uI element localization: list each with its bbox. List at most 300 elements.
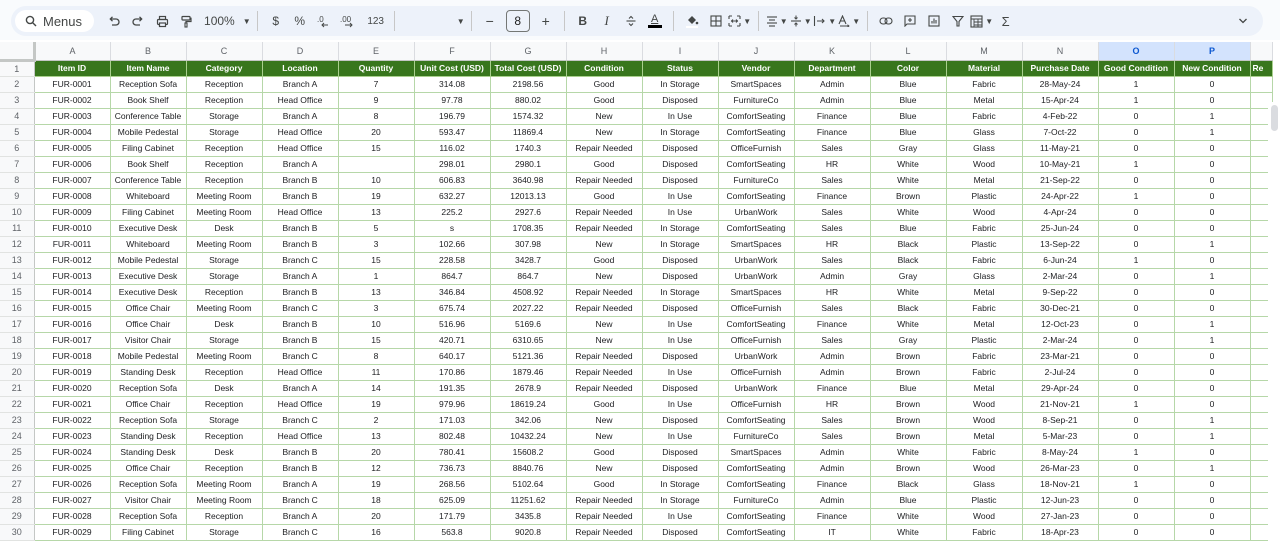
cell[interactable]: Admin bbox=[794, 348, 870, 364]
cell[interactable]: Filing Cabinet bbox=[110, 524, 186, 540]
cell[interactable]: New bbox=[566, 428, 642, 444]
cell[interactable]: 13 bbox=[338, 428, 414, 444]
cell[interactable]: 1 bbox=[1174, 108, 1250, 124]
cell[interactable]: HR bbox=[794, 236, 870, 252]
cell[interactable]: 2927.6 bbox=[490, 204, 566, 220]
cell[interactable]: Blue bbox=[870, 220, 946, 236]
header-cell[interactable]: Vendor bbox=[718, 60, 794, 76]
column-header-k[interactable]: K bbox=[794, 42, 870, 60]
cell[interactable]: 1 bbox=[1174, 236, 1250, 252]
cell[interactable]: Meeting Room bbox=[186, 188, 262, 204]
cell[interactable]: 1 bbox=[1174, 460, 1250, 476]
cell[interactable]: FUR-0029 bbox=[34, 524, 110, 540]
cell[interactable]: 16 bbox=[338, 524, 414, 540]
cell[interactable]: 1 bbox=[1098, 444, 1174, 460]
cell[interactable]: Repair Needed bbox=[566, 140, 642, 156]
cell[interactable]: Repair Needed bbox=[566, 220, 642, 236]
cell[interactable]: 1 bbox=[1098, 76, 1174, 92]
row-number[interactable]: 7 bbox=[0, 156, 34, 172]
cell[interactable]: Disposed bbox=[642, 348, 718, 364]
row-number[interactable]: 6 bbox=[0, 140, 34, 156]
cell[interactable]: 171.03 bbox=[414, 412, 490, 428]
paint-format-button[interactable] bbox=[174, 9, 198, 33]
cell[interactable]: Sales bbox=[794, 172, 870, 188]
cell[interactable]: Reception bbox=[186, 460, 262, 476]
cell[interactable]: New bbox=[566, 236, 642, 252]
cell[interactable]: 18-Apr-23 bbox=[1022, 524, 1098, 540]
cell[interactable]: Desk bbox=[186, 444, 262, 460]
cell[interactable]: Wood bbox=[946, 508, 1022, 524]
cell[interactable]: 6-Jun-24 bbox=[1022, 252, 1098, 268]
header-cell[interactable]: Status bbox=[642, 60, 718, 76]
cell[interactable]: 196.79 bbox=[414, 108, 490, 124]
header-cell[interactable]: Quantity bbox=[338, 60, 414, 76]
cell[interactable]: Storage bbox=[186, 332, 262, 348]
cell[interactable]: Gray bbox=[870, 140, 946, 156]
cell[interactable]: 0 bbox=[1174, 300, 1250, 316]
cell[interactable]: Storage bbox=[186, 412, 262, 428]
cell[interactable]: 0 bbox=[1098, 108, 1174, 124]
cell[interactable]: UrbanWork bbox=[718, 380, 794, 396]
cell[interactable]: Brown bbox=[870, 412, 946, 428]
cell[interactable]: Branch C bbox=[262, 348, 338, 364]
cell[interactable]: Admin bbox=[794, 268, 870, 284]
cell[interactable]: Head Office bbox=[262, 364, 338, 380]
cell[interactable]: 8840.76 bbox=[490, 460, 566, 476]
row-number[interactable]: 8 bbox=[0, 172, 34, 188]
cell[interactable]: 0 bbox=[1098, 348, 1174, 364]
text-wrapping-button[interactable] bbox=[813, 9, 837, 33]
cell[interactable]: Wood bbox=[946, 460, 1022, 476]
cell[interactable]: Standing Desk bbox=[110, 428, 186, 444]
cell[interactable]: 0 bbox=[1174, 220, 1250, 236]
cell[interactable]: FUR-0013 bbox=[34, 268, 110, 284]
cell[interactable]: Metal bbox=[946, 284, 1022, 300]
cell[interactable]: Storage bbox=[186, 124, 262, 140]
cell[interactable]: Repair Needed bbox=[566, 300, 642, 316]
cell[interactable]: Disposed bbox=[642, 460, 718, 476]
cell[interactable]: Good bbox=[566, 156, 642, 172]
cell[interactable]: FUR-0026 bbox=[34, 476, 110, 492]
cell[interactable]: 5169.6 bbox=[490, 316, 566, 332]
cell[interactable]: Black bbox=[870, 252, 946, 268]
cell[interactable]: ComfortSeating bbox=[718, 476, 794, 492]
header-cell[interactable]: New Condition bbox=[1174, 60, 1250, 76]
header-cell[interactable]: Location bbox=[262, 60, 338, 76]
cell[interactable]: FUR-0022 bbox=[34, 412, 110, 428]
cell[interactable]: 675.74 bbox=[414, 300, 490, 316]
cell[interactable]: Reception bbox=[186, 76, 262, 92]
column-header-next[interactable] bbox=[1250, 42, 1272, 60]
cell[interactable]: 20 bbox=[338, 444, 414, 460]
cell[interactable]: Wood bbox=[946, 396, 1022, 412]
cell[interactable]: 0 bbox=[1174, 204, 1250, 220]
cell[interactable]: FUR-0015 bbox=[34, 300, 110, 316]
row-number[interactable]: 14 bbox=[0, 268, 34, 284]
cell[interactable]: 1 bbox=[1174, 268, 1250, 284]
cell[interactable]: Metal bbox=[946, 316, 1022, 332]
cell[interactable]: Repair Needed bbox=[566, 284, 642, 300]
cell[interactable]: Metal bbox=[946, 380, 1022, 396]
cell[interactable]: Standing Desk bbox=[110, 444, 186, 460]
cell[interactable]: ComfortSeating bbox=[718, 524, 794, 540]
cell[interactable]: Repair Needed bbox=[566, 172, 642, 188]
column-header-j[interactable]: J bbox=[718, 42, 794, 60]
cell[interactable]: 102.66 bbox=[414, 236, 490, 252]
cell[interactable]: Reception bbox=[186, 284, 262, 300]
cell[interactable]: 23-Mar-21 bbox=[1022, 348, 1098, 364]
merge-cells-button[interactable] bbox=[728, 9, 752, 33]
header-cell[interactable]: Purchase Date bbox=[1022, 60, 1098, 76]
cell[interactable]: 19 bbox=[338, 188, 414, 204]
cell[interactable]: 8 bbox=[338, 108, 414, 124]
cell[interactable]: 0 bbox=[1174, 380, 1250, 396]
cell[interactable]: New bbox=[566, 108, 642, 124]
cell[interactable]: 13-Sep-22 bbox=[1022, 236, 1098, 252]
cell[interactable]: 1879.46 bbox=[490, 364, 566, 380]
cell[interactable]: Branch C bbox=[262, 300, 338, 316]
cell[interactable]: Meeting Room bbox=[186, 492, 262, 508]
cell[interactable]: Finance bbox=[794, 476, 870, 492]
cell[interactable]: 170.86 bbox=[414, 364, 490, 380]
cell[interactable]: 0 bbox=[1098, 508, 1174, 524]
cell[interactable]: 0 bbox=[1174, 188, 1250, 204]
cell[interactable]: 10 bbox=[338, 172, 414, 188]
cell[interactable]: New bbox=[566, 332, 642, 348]
row-number[interactable]: 25 bbox=[0, 444, 34, 460]
cell[interactable]: 0 bbox=[1098, 524, 1174, 540]
cell[interactable]: Admin bbox=[794, 76, 870, 92]
cell[interactable]: 0 bbox=[1174, 76, 1250, 92]
italic-button[interactable]: I bbox=[604, 13, 609, 28]
cell[interactable]: Branch C bbox=[262, 524, 338, 540]
cell[interactable]: ComfortSeating bbox=[718, 316, 794, 332]
cell[interactable]: FUR-0006 bbox=[34, 156, 110, 172]
header-cell[interactable]: Condition bbox=[566, 60, 642, 76]
cell[interactable]: White bbox=[870, 524, 946, 540]
header-cell[interactable]: Good Condition bbox=[1098, 60, 1174, 76]
vertical-scrollbar[interactable] bbox=[1268, 102, 1280, 542]
cell[interactable]: Meeting Room bbox=[186, 476, 262, 492]
cell[interactable]: Brown bbox=[870, 428, 946, 444]
cell[interactable]: Branch B bbox=[262, 444, 338, 460]
cell[interactable]: 2980.1 bbox=[490, 156, 566, 172]
cell[interactable]: In Storage bbox=[642, 492, 718, 508]
cell[interactable]: Office Chair bbox=[110, 316, 186, 332]
header-cell[interactable]: Item Name bbox=[110, 60, 186, 76]
row-number[interactable]: 18 bbox=[0, 332, 34, 348]
cell[interactable]: OfficeFurnish bbox=[718, 140, 794, 156]
cell[interactable]: Executive Desk bbox=[110, 284, 186, 300]
cell[interactable]: Blue bbox=[870, 492, 946, 508]
cell[interactable]: Reception bbox=[186, 140, 262, 156]
cell[interactable]: Brown bbox=[870, 396, 946, 412]
cell[interactable]: 15608.2 bbox=[490, 444, 566, 460]
cell[interactable]: 1 bbox=[1098, 476, 1174, 492]
row-number[interactable]: 27 bbox=[0, 476, 34, 492]
vertical-align-button[interactable] bbox=[789, 9, 813, 33]
column-header-d[interactable]: D bbox=[262, 42, 338, 60]
row-number[interactable]: 22 bbox=[0, 396, 34, 412]
cell[interactable]: Head Office bbox=[262, 92, 338, 108]
cell[interactable]: 1 bbox=[1174, 332, 1250, 348]
cell[interactable]: 2-Mar-24 bbox=[1022, 268, 1098, 284]
cell[interactable]: 12013.13 bbox=[490, 188, 566, 204]
cell[interactable]: Plastic bbox=[946, 492, 1022, 508]
cell[interactable]: 864.7 bbox=[490, 268, 566, 284]
cell[interactable]: Head Office bbox=[262, 428, 338, 444]
cell[interactable]: 0 bbox=[1098, 220, 1174, 236]
header-cell[interactable]: Category bbox=[186, 60, 262, 76]
cell[interactable]: Filing Cabinet bbox=[110, 140, 186, 156]
cell[interactable]: Disposed bbox=[642, 300, 718, 316]
cell[interactable]: s bbox=[414, 220, 490, 236]
cell[interactable]: Head Office bbox=[262, 396, 338, 412]
cell[interactable]: Branch A bbox=[262, 108, 338, 124]
cell[interactable]: Disposed bbox=[642, 380, 718, 396]
cell[interactable]: 864.7 bbox=[414, 268, 490, 284]
cell[interactable]: 3 bbox=[338, 236, 414, 252]
cell[interactable]: Brown bbox=[870, 188, 946, 204]
cell[interactable]: FUR-0014 bbox=[34, 284, 110, 300]
cell[interactable]: HR bbox=[794, 156, 870, 172]
cell[interactable]: In Storage bbox=[642, 76, 718, 92]
cell[interactable]: 171.79 bbox=[414, 508, 490, 524]
cell[interactable]: SmartSpaces bbox=[718, 76, 794, 92]
cell[interactable]: 1 bbox=[1174, 428, 1250, 444]
cell[interactable]: Admin bbox=[794, 92, 870, 108]
increase-font-size-button[interactable]: + bbox=[541, 13, 550, 29]
column-header-f[interactable]: F bbox=[414, 42, 490, 60]
cell[interactable]: Reception bbox=[186, 396, 262, 412]
cell[interactable]: Fabric bbox=[946, 364, 1022, 380]
cell[interactable]: Repair Needed bbox=[566, 204, 642, 220]
cell[interactable]: Black bbox=[870, 476, 946, 492]
cell[interactable]: FUR-0008 bbox=[34, 188, 110, 204]
cell[interactable]: Reception Sofa bbox=[110, 76, 186, 92]
select-all-corner[interactable] bbox=[0, 42, 34, 60]
cell[interactable]: 0 bbox=[1098, 300, 1174, 316]
row-number[interactable]: 10 bbox=[0, 204, 34, 220]
insert-link-button[interactable] bbox=[874, 9, 898, 33]
cell[interactable]: 0 bbox=[1174, 396, 1250, 412]
cell[interactable]: 0 bbox=[1174, 524, 1250, 540]
row-number[interactable]: 28 bbox=[0, 492, 34, 508]
cell[interactable]: FUR-0002 bbox=[34, 92, 110, 108]
cell[interactable]: 5-Mar-23 bbox=[1022, 428, 1098, 444]
cell[interactable]: Glass bbox=[946, 140, 1022, 156]
cell[interactable]: 0 bbox=[1174, 492, 1250, 508]
cell[interactable]: 2198.56 bbox=[490, 76, 566, 92]
cell[interactable]: FUR-0017 bbox=[34, 332, 110, 348]
cell[interactable]: 0 bbox=[1174, 92, 1250, 108]
cell[interactable]: Fabric bbox=[946, 252, 1022, 268]
row-number[interactable]: 17 bbox=[0, 316, 34, 332]
cell[interactable]: Head Office bbox=[262, 204, 338, 220]
percent-format-button[interactable]: % bbox=[294, 14, 305, 28]
cell[interactable]: 780.41 bbox=[414, 444, 490, 460]
cell[interactable]: Meeting Room bbox=[186, 204, 262, 220]
cell[interactable]: ComfortSeating bbox=[718, 108, 794, 124]
cell[interactable]: FUR-0019 bbox=[34, 364, 110, 380]
cell[interactable]: 0 bbox=[1174, 476, 1250, 492]
cell[interactable]: 0 bbox=[1098, 284, 1174, 300]
cell[interactable]: 268.56 bbox=[414, 476, 490, 492]
redo-button[interactable] bbox=[126, 9, 150, 33]
cell[interactable]: Wood bbox=[946, 204, 1022, 220]
cell[interactable]: 298.01 bbox=[414, 156, 490, 172]
cell[interactable]: Repair Needed bbox=[566, 508, 642, 524]
cell[interactable]: ComfortSeating bbox=[718, 412, 794, 428]
cell[interactable]: Branch B bbox=[262, 460, 338, 476]
cell[interactable]: 0 bbox=[1098, 204, 1174, 220]
cell[interactable]: Branch A bbox=[262, 380, 338, 396]
cell[interactable]: In Use bbox=[642, 364, 718, 380]
print-button[interactable] bbox=[150, 9, 174, 33]
cell[interactable]: Fabric bbox=[946, 348, 1022, 364]
cell[interactable]: 21-Sep-22 bbox=[1022, 172, 1098, 188]
cell[interactable]: Office Chair bbox=[110, 460, 186, 476]
cell[interactable]: OfficeFurnish bbox=[718, 300, 794, 316]
cell[interactable]: 0 bbox=[1098, 364, 1174, 380]
cell[interactable]: 1 bbox=[1098, 92, 1174, 108]
cell[interactable]: Admin bbox=[794, 444, 870, 460]
cell[interactable]: 1 bbox=[1174, 316, 1250, 332]
cell[interactable]: Conference Table bbox=[110, 108, 186, 124]
cell[interactable]: FUR-0010 bbox=[34, 220, 110, 236]
cell[interactable]: Branch A bbox=[262, 268, 338, 284]
cell[interactable]: Storage bbox=[186, 524, 262, 540]
horizontal-align-button[interactable] bbox=[765, 9, 789, 33]
cell[interactable]: Branch B bbox=[262, 220, 338, 236]
cell[interactable]: FurnitureCo bbox=[718, 492, 794, 508]
cell[interactable]: 307.98 bbox=[490, 236, 566, 252]
cell[interactable]: 0 bbox=[1174, 444, 1250, 460]
cell[interactable]: In Storage bbox=[642, 284, 718, 300]
cell[interactable]: 1708.35 bbox=[490, 220, 566, 236]
cell[interactable]: 116.02 bbox=[414, 140, 490, 156]
row-number[interactable]: 15 bbox=[0, 284, 34, 300]
cell[interactable]: Disposed bbox=[642, 252, 718, 268]
cell[interactable]: Storage bbox=[186, 252, 262, 268]
cell[interactable]: 0 bbox=[1098, 124, 1174, 140]
increase-decimal-button[interactable] bbox=[336, 9, 360, 33]
row-number[interactable]: 30 bbox=[0, 524, 34, 540]
cell[interactable]: Repair Needed bbox=[566, 348, 642, 364]
cell[interactable]: New bbox=[566, 460, 642, 476]
fill-color-button[interactable] bbox=[680, 9, 704, 33]
cell[interactable]: 97.78 bbox=[414, 92, 490, 108]
cell[interactable]: 342.06 bbox=[490, 412, 566, 428]
cell[interactable]: 8 bbox=[338, 348, 414, 364]
cell[interactable]: HR bbox=[794, 284, 870, 300]
column-header-p[interactable]: P bbox=[1174, 42, 1250, 60]
column-header-i[interactable]: I bbox=[642, 42, 718, 60]
row-number[interactable]: 24 bbox=[0, 428, 34, 444]
cell[interactable]: 15 bbox=[338, 332, 414, 348]
cell[interactable]: FurnitureCo bbox=[718, 92, 794, 108]
cell[interactable]: Brown bbox=[870, 460, 946, 476]
cell[interactable]: Reception Sofa bbox=[110, 412, 186, 428]
cell[interactable]: 8-Sep-21 bbox=[1022, 412, 1098, 428]
cell[interactable]: In Storage bbox=[642, 476, 718, 492]
cell[interactable]: 25-Jun-24 bbox=[1022, 220, 1098, 236]
cell[interactable]: 1 bbox=[338, 268, 414, 284]
row-number[interactable]: 11 bbox=[0, 220, 34, 236]
cell[interactable]: 14 bbox=[338, 380, 414, 396]
cell[interactable]: Gray bbox=[870, 268, 946, 284]
cell[interactable]: Glass bbox=[946, 476, 1022, 492]
cell[interactable]: Gray bbox=[870, 332, 946, 348]
cell[interactable]: Disposed bbox=[642, 444, 718, 460]
undo-button[interactable] bbox=[102, 9, 126, 33]
cell[interactable]: Metal bbox=[946, 428, 1022, 444]
cell[interactable]: White bbox=[870, 444, 946, 460]
cell[interactable]: Fabric bbox=[946, 300, 1022, 316]
font-family-select[interactable] bbox=[401, 9, 465, 33]
cell[interactable]: Meeting Room bbox=[186, 300, 262, 316]
cell[interactable]: Executive Desk bbox=[110, 220, 186, 236]
cell[interactable]: Reception bbox=[186, 364, 262, 380]
cell[interactable]: Admin bbox=[794, 492, 870, 508]
cell[interactable]: FUR-0001 bbox=[34, 76, 110, 92]
cell[interactable]: In Use bbox=[642, 332, 718, 348]
cell[interactable]: Blue bbox=[870, 124, 946, 140]
cell[interactable]: Blue bbox=[870, 76, 946, 92]
cell[interactable]: 2 bbox=[338, 412, 414, 428]
cell[interactable]: UrbanWork bbox=[718, 268, 794, 284]
cell[interactable]: Disposed bbox=[642, 172, 718, 188]
cell[interactable]: FurnitureCo bbox=[718, 428, 794, 444]
cell[interactable]: 15-Apr-24 bbox=[1022, 92, 1098, 108]
cell[interactable]: 20 bbox=[338, 508, 414, 524]
cell[interactable]: Disposed bbox=[642, 140, 718, 156]
row-number[interactable]: 29 bbox=[0, 508, 34, 524]
cell[interactable]: Blue bbox=[870, 92, 946, 108]
cell[interactable]: 0 bbox=[1174, 364, 1250, 380]
cell[interactable]: OfficeFurnish bbox=[718, 364, 794, 380]
cell[interactable]: ComfortSeating bbox=[718, 508, 794, 524]
insert-comment-button[interactable] bbox=[898, 9, 922, 33]
column-header-n[interactable]: N bbox=[1022, 42, 1098, 60]
strikethrough-button[interactable] bbox=[619, 9, 643, 33]
cell[interactable]: In Use bbox=[642, 204, 718, 220]
cell[interactable]: FUR-0016 bbox=[34, 316, 110, 332]
cell[interactable]: 11869.4 bbox=[490, 124, 566, 140]
cell[interactable]: Sales bbox=[794, 300, 870, 316]
cell[interactable]: Meeting Room bbox=[186, 236, 262, 252]
cell[interactable]: 27-Jan-23 bbox=[1022, 508, 1098, 524]
cell[interactable]: 0 bbox=[1174, 284, 1250, 300]
cell[interactable]: FUR-0012 bbox=[34, 252, 110, 268]
cell[interactable]: OfficeFurnish bbox=[718, 396, 794, 412]
header-cell[interactable]: Color bbox=[870, 60, 946, 76]
cell[interactable]: Admin bbox=[794, 364, 870, 380]
cell[interactable]: ComfortSeating bbox=[718, 188, 794, 204]
cell[interactable]: 593.47 bbox=[414, 124, 490, 140]
cell[interactable]: 26-Mar-23 bbox=[1022, 460, 1098, 476]
cell[interactable]: In Use bbox=[642, 428, 718, 444]
cell[interactable]: Brown bbox=[870, 364, 946, 380]
header-cell[interactable]: Item ID bbox=[34, 60, 110, 76]
cell[interactable]: 0 bbox=[1174, 156, 1250, 172]
row-number[interactable]: 9 bbox=[0, 188, 34, 204]
cell[interactable]: Sales bbox=[794, 220, 870, 236]
cell[interactable]: In Use bbox=[642, 188, 718, 204]
cell[interactable]: 346.84 bbox=[414, 284, 490, 300]
cell[interactable]: Reception bbox=[186, 156, 262, 172]
cell[interactable]: 4-Feb-22 bbox=[1022, 108, 1098, 124]
